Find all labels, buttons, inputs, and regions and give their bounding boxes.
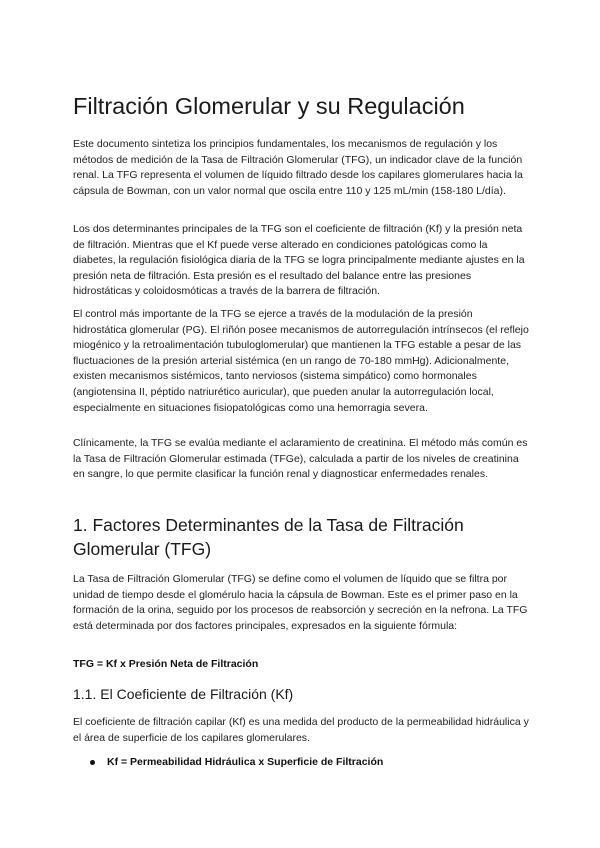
section-1-heading: 1. Factores Determinantes de la Tasa de Filtración Glomerular (TFG) <box>73 515 464 559</box>
document-title: Filtración Glomerular y su Regulación <box>73 93 465 119</box>
intro-paragraph-3: El control más importante de la TFG se ejerce a través de la modulación de la presión hidrostática glomerular (PG). El riñón posee mecanismos de autorregulación intrínsecos (el reflejo miogénico y la retroalimentación tubuloglomerular) que mantienen la TFG estable a pesar de las fluctuaciones de la presión arterial sistémica (en un rango de 70-180 mmHg). Adicionalmente, existen mecanismos sistémicos, tanto nerviosos (sistema simpático) como hormonales (angiotensina II, péptido natriurético auricular), que pueden anular la autorregulación local, especialmente en situaciones fisiopatológicas como una hemorragia severa. <box>73 308 529 414</box>
kf-formula-bullet: Kf = Permeabilidad Hidráulica x Superficie de Filtración <box>107 756 384 768</box>
section-1-1-paragraph: El coeficiente de filtración capilar (Kf) es una medida del producto de la permeabilidad hidráulica y el área de superficie de los capilares glomerulares. <box>73 716 529 744</box>
tfg-formula: TFG = Kf x Presión Neta de Filtración <box>73 658 259 670</box>
intro-paragraph-4: Clínicamente, la TFG se evalúa mediante el aclaramiento de creatinina. El método más común es la Tasa de Filtración Glomerular estimada (TFGe), calculada a partir de los niveles de creatinina en sangre, lo que permite clasificar la función renal y diagnosticar enfermedades renales. <box>73 437 528 481</box>
intro-paragraph-1: Este documento sintetiza los principios fundamentales, los mecanismos de regulación y los métodos de medición de la Tasa de Filtración Glomerular (TFG), un indicador clave de la función renal. La TFG representa el volumen de líquido filtrado desde los capilares glomerulares hacia la cápsula de Bowman, con un valor normal que oscila entre 110 y 125 mL/min (158-180 L/día). <box>73 138 523 197</box>
kf-bullet-list <box>73 755 383 770</box>
section-1-paragraph: La Tasa de Filtración Glomerular (TFG) se define como el volumen de líquido que se filtra por unidad de tiempo desde el glomérulo hacia la cápsula de Bowman. Este es el primer paso en la formación de la orina, seguido por los procesos de reabsorción y secreción en la nefrona. La TFG está determinada por dos factores principales, expresados en la siguiente fórmula: <box>73 573 528 632</box>
intro-paragraph-2: Los dos determinantes principales de la TFG son el coeficiente de filtración (Kf) y la presión neta de filtración. Mientras que el Kf puede verse alterado en condiciones patológicas como la diabetes, la regulación fisiológica diaria de la TFG se logra principalmente mediante ajustes en la presión neta de filtración. Esta presión es el resultado del balance entre las presiones hidrostáticas y coloidosmóticas a través de la barrera de filtración. <box>73 223 525 298</box>
section-1-1-heading: 1.1. El Coeficiente de Filtración (Kf) <box>73 686 294 702</box>
list-item <box>73 755 383 770</box>
bullet-icon <box>90 760 95 765</box>
